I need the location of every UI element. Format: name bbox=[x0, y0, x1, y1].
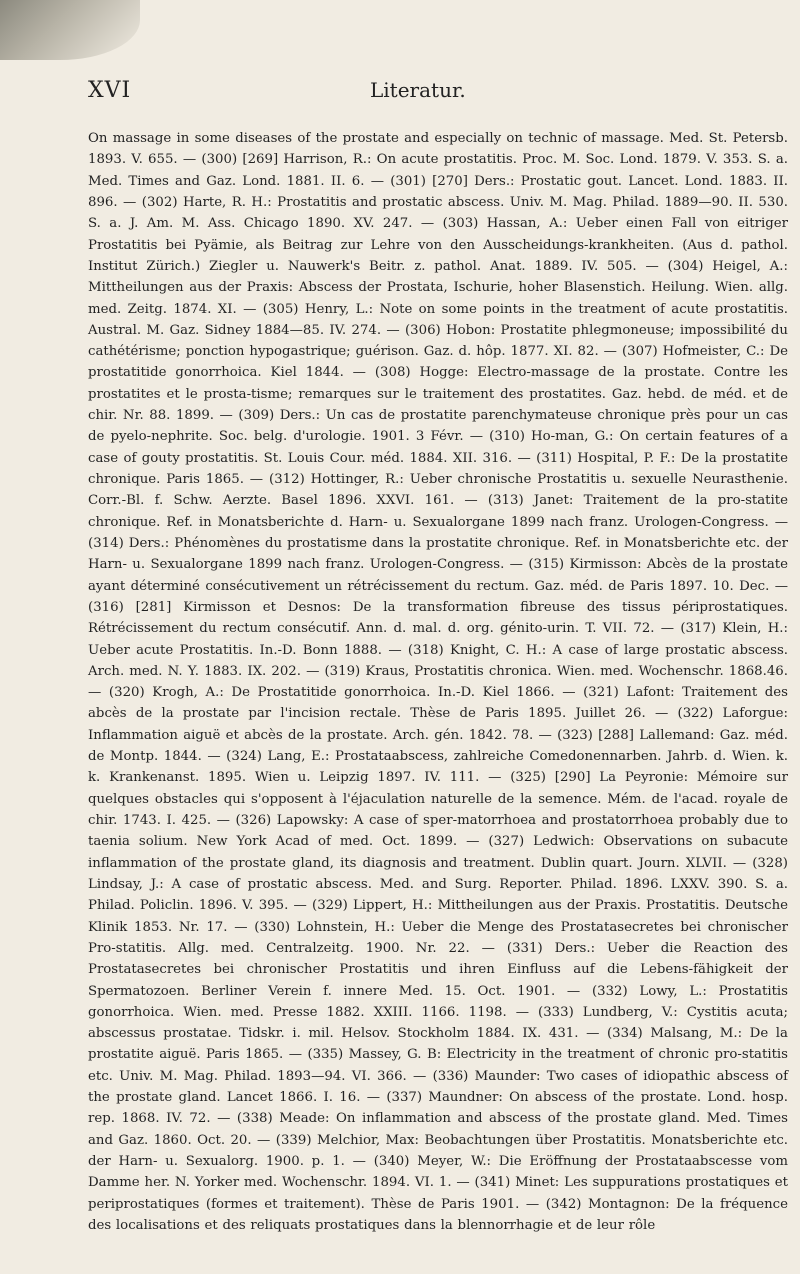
page-number: XVI bbox=[88, 78, 132, 103]
running-title: Literatur. bbox=[370, 78, 466, 102]
bibliography-text: On massage in some diseases of the prostate and especially on technic of massage. Med. St. Petersb. 1893. V. 655. — (300) [269] Harrison, R.: On acute prostatitis. Proc. M. Soc. Lond. 1879. V. 353. S. a. Med. Times and Gaz. Lond. 1881. II. 6. — (301) [270] Ders.: Prostatic gout. Lancet. Lond. 1883. II. 896. — (302) Harte, R. H.: Prostatitis and prostatic abscess. Univ. M. Mag. Philad. 1889—90. II. 530. S. a. J. Am. M. Ass. Chicago 1890. XV. 247. — (303) Hassan, A.: Ueber einen Fall von eitriger Prostatitis bei Pyämie, als Beitrag zur Lehre von den Ausscheidungs-krankheiten. (Aus d. pathol. Institut Zürich.) Ziegler u. Nauwerk's Beitr. z. pathol. Anat. 1889. IV. 505. — (304) Heigel, A.: Mittheilungen aus der Praxis: Abscess der Prostata, Ischurie, hoher Blasenstich. Heilung. Wien. allg. med. Zeitg. 1874. XI. — (305) Henry, L.: Note on some points in the treatment of acute prostatitis. Austral. M. Gaz. Sidney 1884—85. IV. 274. — (306) Hobon: Prostatite phlegmoneuse; impossibilité du cathétérisme; ponction hypogastrique; guérison. Gaz. d. hôp. 1877. XI. 82. — (307) Hofmeister, C.: De prostatitide gonorrhoica. Kiel 1844. — (308) Hogge: Electro-massage de la prostate. Contre les prostatites et le prosta-tisme; remarques sur le traitement des prostatites. Gaz. hebd. de méd. et de chir. Nr. 88. 1899. — (309) Ders.: Un cas de prostatite parenchymateuse chronique près pour un cas de pyelo-nephrite. Soc. belg. d'urologie. 1901. 3 Févr. — (310) Ho-man, G.: On certain features of a case of gouty prostatitis. St. Louis Cour. méd. 1884. XII. 316. — (311) Hospital, P. F.: De la prostatite chronique. Paris 1865. — (312) Hottinger, R.: Ueber chronische Prostatitis u. sexuelle Neurasthenie. Corr.-Bl. f. Schw. Aerzte. Basel 1896. XXVI. 161. — (313) Janet: Traitement de la pro-statite chronique. Ref. in Monatsberichte d. Harn- u. Sexualorgane 1899 nach franz. Urologen-Congress. — (314) Ders.: Phénomènes du prostatisme dans la prostatite chronique. Ref. in Monatsberichte etc. der Harn- u. Sexualorgane 1899 nach franz. Urologen-Congress. — (315) Kirmisson: Abcès de la prostate ayant déterminé consécutivement un rétrécissement du rectum. Gaz. méd. de Paris 1897. 10. Dec. — (316) [281] Kirmisson et Desnos: De la transformation fibreuse des tissus périprostatiques. Rétrécissement du rectum consécutif. Ann. d. mal. d. org. génito-urin. T. VII. 72. — (317) Klein, H.: Ueber acute Prostatitis. In.-D. Bonn 1888. — (318) Knight, C. H.: A case of large prostatic abscess. Arch. med. N. Y. 1883. IX. 202. — (319) Kraus, Prostatitis chronica. Wien. med. Wochenschr. 1868.46. — (320) Krogh, A.: De Prostatitide gonorrhoica. In.-D. Kiel 1866. — (321) Lafont: Traitement des abcès de la prostate par l'incision rectale. Thèse de Paris 1895. Juillet 26. — (322) Laforgue: Inflammation aiguë et abcès de la prostate. Arch. gén. 1842. 78. — (323) [288] Lallemand: Gaz. méd. de Montp. 1844. — (324) Lang, E.: Prostataabscess, zahlreiche Comedonennarben. Jahrb. d. Wien. k. k. Krankenanst. 1895. Wien u. Leipzig 1897. IV. 111. — (325) [290] La Peyronie: Mémoire sur quelques obstacles qui s'opposent à l'éjaculation naturelle de la semence. Mém. de l'acad. royale de chir. 1743. I. 425. — (326) Lapowsky: A case of sper-matorrhoea and prostatorrhoea probably due to taenia solium. New York Acad of med. Oct. 1899. — (327) Ledwich: Observations on subacute inflammation of the prostate gland, its diagnosis and treatment. Dublin quart. Journ. XLVII. — (328) Lindsay, J.: A case of prostatic abscess. Med. and Surg. Reporter. Philad. 1896. LXXV. 390. S. a. Philad. Policlin. 1896. V. 395. — (329) Lippert, H.: Mittheilungen aus der Praxis. Prostatitis. Deutsche Klinik 1853. Nr. 17. — (330) Lohnstein, H.: Ueber die Menge des Prostatasecretes bei chronischer Pro-statitis. Allg. med. Centralzeitg. 1900. Nr. 22. — (331) Ders.: Ueber die Reaction des Prostatasecretes bei chronischer Prostatitis und ihren Einfluss auf die Lebens-fähigkeit der Spermatozoen. Berliner Verein f. innere Med. 15. Oct. 1901. — (332) Lowy, L.: Prostatitis gonorrhoica. Wien. med. Presse 1882. XXIII. 1166. 1198. — (333) Lundberg, V.: Cystitis acuta; abscessus prostatae. Tidskr. i. mil. Helsov. Stockholm 1884. IX. 431. — (334) Malsang, M.: De la prostatite aiguë. Paris 1865. — (335) Massey, G. B: Electricity in the treatment of chronic pro-statitis etc. Univ. M. Mag. Philad. 1893—94. VI. 366. — (336) Maunder: Two cases of idiopathic abscess of the prostate gland. Lancet 1866. I. 16. — (337) Maundner: On abscess of the prostate. Lond. hosp. rep. 1868. IV. 72. — (338) Meade: On inflammation and abscess of the prostate gland. Med. Times and Gaz. 1860. Oct. 20. — (339) Melchior, Max: Beobachtungen über Prostatitis. Monatsberichte etc. der Harn- u. Sexualorg. 1900. p. 1. — (340) Meyer, W.: Die Eröffnung der Prostataabscesse vom Damme her. N. Yorker med. Wochenschr. 1894. VI. 1. — (341) Minet: Les suppurations prostatiques et periprostatiques (formes et traitement). Thèse de Paris 1901. — (342) Montagnon: De la fréquence des localisations et des reliquats prostatiques dans la blennorrhagie et de leur rôle bbox=[88, 131, 788, 1233]
page-header bbox=[0, 0, 800, 110]
